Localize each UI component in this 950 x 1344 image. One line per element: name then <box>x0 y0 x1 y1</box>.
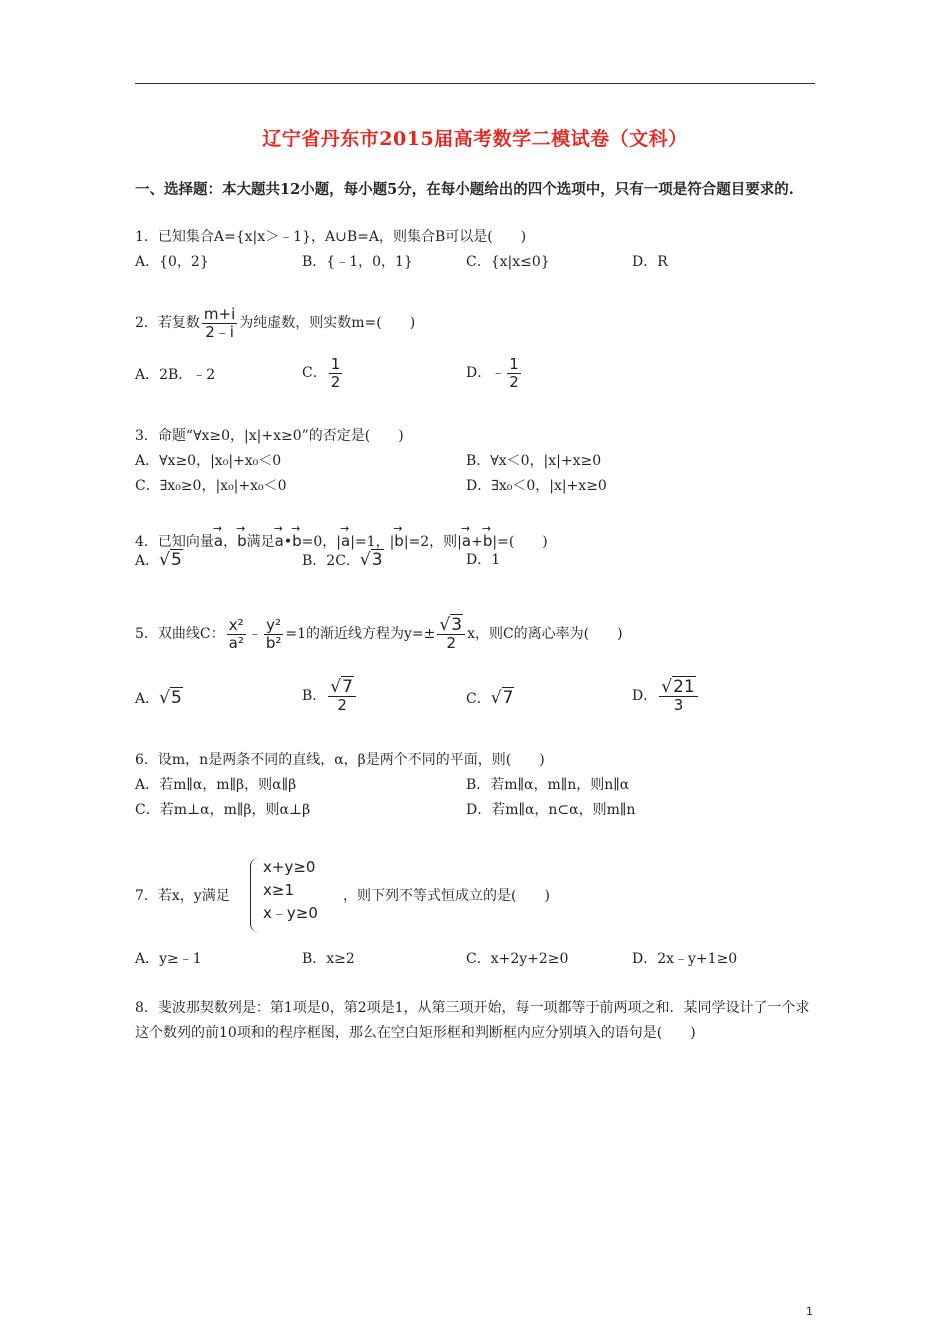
page-title: 辽宁省丹东市2015届高考数学二模试卷（文科） <box>262 128 688 150</box>
q4-c-sqrt: √3 <box>359 550 383 570</box>
q2-d-fraction <box>507 356 521 391</box>
q7-option-c: C．x+2y+2≥0 <box>466 951 569 967</box>
q4-vector-b-4: → b <box>483 522 493 554</box>
q5-b-num <box>328 676 356 697</box>
q5-b-sqrt: √7 <box>330 676 353 697</box>
q4-vector-b: → b <box>237 522 247 554</box>
question-1-stem: 1．已知集合A={x|x＞﹣1}，A∪B=A，则集合B可以是( ) <box>135 229 527 245</box>
q5-minus: ﹣ <box>247 626 262 642</box>
q5-b-label: B． <box>302 688 327 704</box>
q5-option-c <box>466 688 514 709</box>
q6-option-c: C．若m⊥α，m∥β，则α⊥β <box>135 802 311 818</box>
q4-option-bc <box>302 550 384 571</box>
inequality-system <box>253 856 318 925</box>
q7-option-b: B．x≥2 <box>302 951 355 967</box>
q5-d-num <box>659 676 697 697</box>
q5-frac-slope <box>437 614 465 652</box>
q2-d-num: 1 <box>509 354 519 373</box>
q5-a-radicand: 5 <box>170 688 182 708</box>
q1-option-b: B．{﹣1，0，1} <box>302 254 413 270</box>
q2-d-den: 2 <box>509 372 519 391</box>
q5-b-radicand: 7 <box>342 676 353 697</box>
question-7-post: ，则下列不等式恒成立的是( ) <box>343 888 550 904</box>
question-6-stem: 6．设m，n是两条不同的直线，α，β是两个不同的平面，则( ) <box>135 752 545 768</box>
q4-c-radicand: 3 <box>371 550 383 570</box>
q4-bc-label: B．2C． <box>302 553 360 569</box>
q5-d-fraction <box>659 676 697 714</box>
q2-numerator: m+i <box>203 304 236 323</box>
q5-c-sqrt: √7 <box>490 688 514 708</box>
page-number: 1 <box>806 1305 813 1318</box>
q4-comma: ， <box>223 534 238 550</box>
q5-frac-x <box>227 617 246 652</box>
q1-option-c: C．{x|x≤0} <box>466 254 550 270</box>
q2-option-c <box>302 355 344 391</box>
q5-d-label: D． <box>632 688 658 704</box>
q4-dot: • <box>283 534 293 550</box>
q2-c-den: 2 <box>330 372 341 391</box>
q5-d-den: 3 <box>673 695 684 714</box>
q4-option-d: D．1 <box>466 552 501 568</box>
question-3-stem: 3．命题“∀x≥0，|x|+x≥0”的否定是( ) <box>135 428 404 444</box>
q5-slope-den: 2 <box>446 633 457 652</box>
q7-option-d: D．2x﹣y+1≥0 <box>632 951 738 967</box>
top-rule <box>135 83 815 84</box>
q4-text-4: |=1，| <box>350 534 395 550</box>
q4-text-3: =0，| <box>301 534 342 550</box>
q4-text-2: 满足 <box>246 534 275 550</box>
q2-text-post: 为纯虚数，则实数m=( ) <box>239 315 416 331</box>
q2-c-fraction <box>329 356 343 391</box>
q4-plus: + <box>471 534 483 550</box>
q1-option-a: A．{0，2} <box>135 254 209 270</box>
q5-a-label: A． <box>135 691 160 707</box>
q5-option-b <box>302 676 358 716</box>
q4-vector-a-4: → a <box>462 522 471 554</box>
q4-a-radicand: 5 <box>170 550 182 570</box>
q5-a-sqrt: √5 <box>159 688 182 708</box>
q6-option-d: D．若m∥α，n⊂α，则m∥n <box>466 802 636 818</box>
q5-x2: x² <box>228 615 244 634</box>
q5-c-label: C． <box>466 691 491 707</box>
q4-a-sqrt: √5 <box>159 550 182 570</box>
q5-slope-radicand: 3 <box>451 614 463 635</box>
q2-d-sign: ﹣ <box>491 365 506 381</box>
q5-d-sqrt: √21 <box>661 676 695 697</box>
q3-option-b: B．∀x＜0，|x|+x≥0 <box>466 453 602 469</box>
q5-a2: a² <box>228 633 244 652</box>
inequality-1: x+y≥0 <box>263 858 316 876</box>
q4-text-6: |=( ) <box>492 534 548 550</box>
q5-b-fraction <box>328 676 356 714</box>
q6-option-a: A．若m∥α，m∥β，则α∥β <box>135 777 297 793</box>
question-8-stem: 8．斐波那契数列是：第1项是0，第2项是1，从第三项开始，每一项都等于前两项之和．某同学设计了一个求这个数列的前10项和的程序框图，那么在空白矩形框和判断框内应分别填入的语句是( ) <box>135 1000 810 1041</box>
q2-option-d <box>466 355 523 391</box>
q3-option-c: C．∃x₀≥0，|x₀|+x₀＜0 <box>135 478 287 494</box>
q5-option-a <box>135 688 183 709</box>
q4-a-label: A． <box>135 553 160 569</box>
q4-option-a <box>135 550 183 571</box>
q5-text-pre: 5．双曲线C： <box>135 626 225 642</box>
q5-option-d <box>632 676 700 716</box>
q5-slope-sqrt: √3 <box>439 614 463 635</box>
q2-d-label: D． <box>466 365 492 381</box>
question-5-stem <box>135 614 623 654</box>
q1-option-d: D．R <box>632 254 668 270</box>
q6-option-b: B．若m∥α，m∥n，则n∥α <box>466 777 630 793</box>
q2-text-pre: 2．若复数 <box>135 315 200 331</box>
q4-vector-a: → a <box>214 522 223 554</box>
q2-c-num: 1 <box>330 354 341 373</box>
question-7-pre: 7．若x，y满足 <box>135 888 230 904</box>
section-heading: 一、选择题：本大题共12小题，每小题5分，在每小题给出的四个选项中，只有一项是符合题目要求的. <box>135 181 794 198</box>
q5-b2: b² <box>265 633 282 652</box>
q5-text-post: x，则C的离心率为( ) <box>467 626 623 642</box>
inequality-2: x≥1 <box>263 881 294 899</box>
question-2-stem <box>135 305 415 341</box>
q2-denominator: 2﹣i <box>205 322 234 341</box>
q2-option-ab: A．2B．﹣2 <box>135 367 216 383</box>
q5-d-radicand: 21 <box>673 676 695 697</box>
q2-fraction <box>202 306 237 341</box>
q7-option-a: A．y≥﹣1 <box>135 951 202 967</box>
q4-vector-b-2: → b <box>292 522 302 554</box>
q4-text-5: |=2，则| <box>403 534 462 550</box>
q5-y2: y² <box>266 615 282 634</box>
q5-slope-num <box>437 614 465 635</box>
q4-vector-b-3: → b <box>394 522 404 554</box>
q3-option-a: A．∀x≥0，|x₀|+x₀＜0 <box>135 453 282 469</box>
q5-b-den: 2 <box>337 695 347 714</box>
q4-vector-a-3: → a <box>341 522 350 554</box>
q5-frac-y <box>264 617 284 652</box>
q5-c-radicand: 7 <box>502 688 514 708</box>
q4-vector-a-2: → a <box>275 522 284 554</box>
q3-option-d: D．∃x₀＜0，|x|+x≥0 <box>466 478 607 494</box>
q5-text-eq: =1的渐近线方程为y=± <box>285 626 436 642</box>
q4-text-1: 4．已知向量 <box>135 534 214 550</box>
q2-c-label: C． <box>302 365 327 381</box>
inequality-3: x﹣y≥0 <box>263 904 318 922</box>
